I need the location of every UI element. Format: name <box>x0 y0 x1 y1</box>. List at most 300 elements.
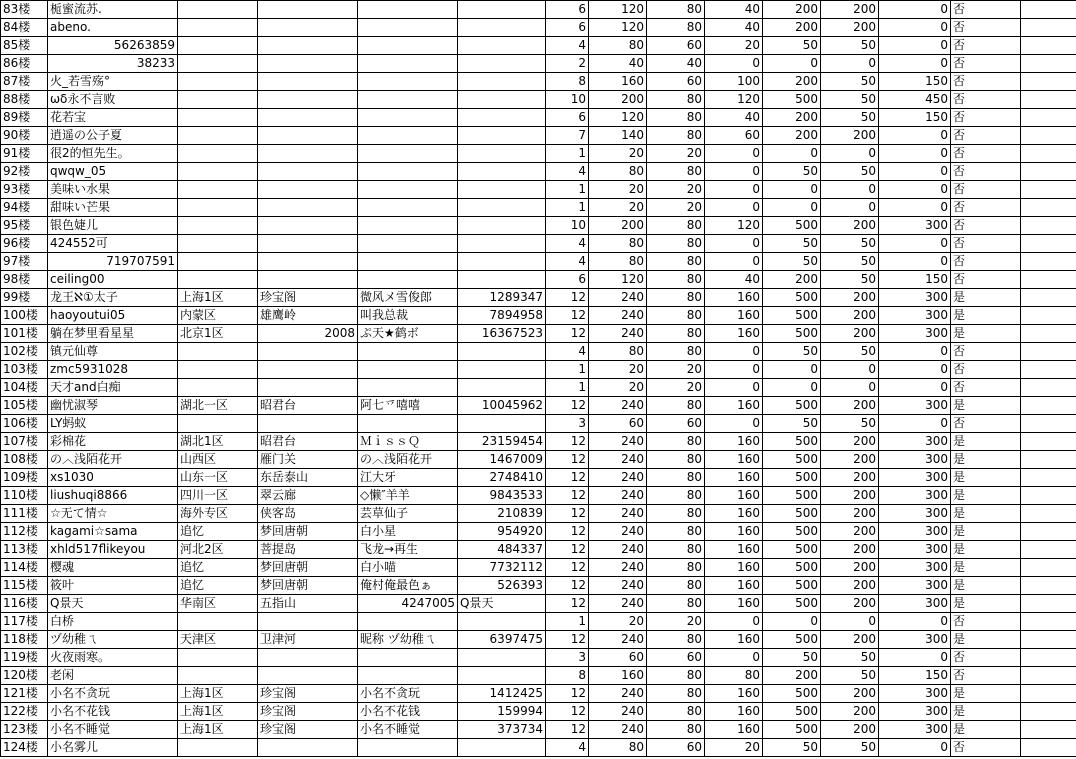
cell-server-name[interactable] <box>258 163 358 181</box>
cell-val-e[interactable]: 0 <box>879 253 951 271</box>
cell-server-name[interactable] <box>258 145 358 163</box>
cell-total[interactable]: 240 <box>589 559 647 577</box>
cell-extra[interactable] <box>1021 325 1076 343</box>
cell-extra[interactable] <box>1021 613 1076 631</box>
cell-val-b[interactable]: 80 <box>705 667 763 685</box>
cell-qualified[interactable]: 是 <box>951 469 1021 487</box>
cell-character-name[interactable] <box>358 181 458 199</box>
cell-val-d[interactable]: 50 <box>821 649 879 667</box>
cell-val-d[interactable]: 50 <box>821 739 879 757</box>
cell-server-name[interactable]: 东岳泰山 <box>258 469 358 487</box>
cell-qualified[interactable]: 否 <box>951 73 1021 91</box>
cell-total[interactable]: 120 <box>589 271 647 289</box>
cell-qualified[interactable]: 否 <box>951 613 1021 631</box>
cell-server-name[interactable] <box>258 181 358 199</box>
cell-character-id[interactable]: 954920 <box>458 523 546 541</box>
cell-qualified[interactable]: 是 <box>951 559 1021 577</box>
cell-val-c[interactable]: 200 <box>763 271 821 289</box>
cell-total[interactable]: 160 <box>589 73 647 91</box>
cell-total[interactable]: 80 <box>589 343 647 361</box>
cell-val-d[interactable]: 200 <box>821 127 879 145</box>
cell-character-id[interactable] <box>458 109 546 127</box>
cell-server-region[interactable]: 上海1区 <box>178 685 258 703</box>
cell-val-d[interactable]: 200 <box>821 469 879 487</box>
cell-val-d[interactable]: 200 <box>821 703 879 721</box>
cell-val-d[interactable]: 200 <box>821 595 879 613</box>
cell-val-a[interactable]: 80 <box>647 397 705 415</box>
cell-val-c[interactable]: 0 <box>763 145 821 163</box>
cell-val-c[interactable]: 500 <box>763 289 821 307</box>
cell-count[interactable]: 12 <box>546 325 589 343</box>
cell-val-a[interactable]: 60 <box>647 37 705 55</box>
cell-total[interactable]: 20 <box>589 199 647 217</box>
cell-val-b[interactable]: 160 <box>705 433 763 451</box>
cell-val-e[interactable]: 300 <box>879 703 951 721</box>
cell-val-a[interactable]: 80 <box>647 289 705 307</box>
cell-qualified[interactable]: 否 <box>951 55 1021 73</box>
cell-val-d[interactable]: 50 <box>821 343 879 361</box>
cell-count[interactable]: 1 <box>546 145 589 163</box>
cell-count[interactable]: 6 <box>546 109 589 127</box>
cell-username[interactable]: 38233 <box>48 55 178 73</box>
cell-val-e[interactable]: 0 <box>879 415 951 433</box>
cell-val-e[interactable]: 0 <box>879 37 951 55</box>
cell-server-region[interactable] <box>178 739 258 757</box>
cell-count[interactable]: 12 <box>546 541 589 559</box>
cell-floor[interactable]: 119楼 <box>1 649 48 667</box>
cell-val-a[interactable]: 80 <box>647 685 705 703</box>
cell-total[interactable]: 240 <box>589 577 647 595</box>
cell-character-id[interactable] <box>458 235 546 253</box>
cell-character-id[interactable]: 373734 <box>458 721 546 739</box>
cell-server-name[interactable]: 雁门关 <box>258 451 358 469</box>
cell-total[interactable]: 240 <box>589 721 647 739</box>
cell-qualified[interactable]: 是 <box>951 289 1021 307</box>
cell-character-id[interactable] <box>458 271 546 289</box>
cell-val-e[interactable]: 300 <box>879 595 951 613</box>
cell-val-c[interactable]: 500 <box>763 433 821 451</box>
cell-character-name[interactable] <box>358 55 458 73</box>
cell-val-e[interactable]: 150 <box>879 667 951 685</box>
cell-server-name[interactable]: 菩提岛 <box>258 541 358 559</box>
cell-count[interactable]: 4 <box>546 163 589 181</box>
cell-character-name[interactable]: 4247005 <box>358 595 458 613</box>
cell-val-c[interactable]: 50 <box>763 253 821 271</box>
cell-count[interactable]: 6 <box>546 1 589 19</box>
cell-username[interactable]: haoyoutui05 <box>48 307 178 325</box>
cell-character-id[interactable] <box>458 739 546 757</box>
cell-val-e[interactable]: 150 <box>879 271 951 289</box>
cell-server-region[interactable]: 内蒙区 <box>178 307 258 325</box>
cell-total[interactable]: 140 <box>589 127 647 145</box>
cell-floor[interactable]: 88楼 <box>1 91 48 109</box>
cell-val-d[interactable]: 200 <box>821 325 879 343</box>
cell-val-c[interactable]: 200 <box>763 109 821 127</box>
cell-floor[interactable]: 107楼 <box>1 433 48 451</box>
cell-val-c[interactable]: 200 <box>763 127 821 145</box>
cell-val-c[interactable]: 500 <box>763 541 821 559</box>
cell-server-region[interactable]: 北京1区 <box>178 325 258 343</box>
cell-count[interactable]: 12 <box>546 487 589 505</box>
cell-character-name[interactable] <box>358 109 458 127</box>
cell-val-a[interactable]: 80 <box>647 109 705 127</box>
cell-username[interactable]: LY蚂蚁 <box>48 415 178 433</box>
cell-val-b[interactable]: 0 <box>705 181 763 199</box>
cell-count[interactable]: 4 <box>546 739 589 757</box>
cell-server-name[interactable]: 五指山 <box>258 595 358 613</box>
cell-extra[interactable] <box>1021 19 1076 37</box>
cell-server-name[interactable]: 雄鹰岭 <box>258 307 358 325</box>
cell-server-name[interactable]: 珍宝阁 <box>258 703 358 721</box>
cell-extra[interactable] <box>1021 631 1076 649</box>
cell-username[interactable]: xs1030 <box>48 469 178 487</box>
cell-floor[interactable]: 85楼 <box>1 37 48 55</box>
cell-total[interactable]: 60 <box>589 649 647 667</box>
cell-total[interactable]: 240 <box>589 469 647 487</box>
cell-total[interactable]: 240 <box>589 505 647 523</box>
cell-val-a[interactable]: 80 <box>647 703 705 721</box>
cell-floor[interactable]: 123楼 <box>1 721 48 739</box>
cell-character-name[interactable] <box>358 649 458 667</box>
cell-val-d[interactable]: 200 <box>821 721 879 739</box>
cell-extra[interactable] <box>1021 649 1076 667</box>
cell-val-d[interactable]: 200 <box>821 577 879 595</box>
cell-val-a[interactable]: 80 <box>647 595 705 613</box>
cell-extra[interactable] <box>1021 559 1076 577</box>
cell-val-a[interactable]: 20 <box>647 145 705 163</box>
cell-floor[interactable]: 111楼 <box>1 505 48 523</box>
cell-server-region[interactable]: 四川一区 <box>178 487 258 505</box>
cell-server-name[interactable] <box>258 667 358 685</box>
cell-val-e[interactable]: 0 <box>879 739 951 757</box>
cell-extra[interactable] <box>1021 145 1076 163</box>
cell-val-b[interactable]: 160 <box>705 307 763 325</box>
cell-server-name[interactable]: 2008 <box>258 325 358 343</box>
cell-username[interactable]: 小名不贪玩 <box>48 685 178 703</box>
cell-count[interactable]: 12 <box>546 451 589 469</box>
cell-val-e[interactable]: 0 <box>879 127 951 145</box>
cell-server-name[interactable]: 卫津河 <box>258 631 358 649</box>
cell-val-a[interactable]: 80 <box>647 127 705 145</box>
cell-val-b[interactable]: 60 <box>705 127 763 145</box>
cell-total[interactable]: 240 <box>589 685 647 703</box>
cell-val-e[interactable]: 0 <box>879 613 951 631</box>
cell-val-c[interactable]: 500 <box>763 469 821 487</box>
cell-val-c[interactable]: 0 <box>763 181 821 199</box>
cell-val-d[interactable]: 50 <box>821 415 879 433</box>
cell-character-name[interactable] <box>358 235 458 253</box>
cell-username[interactable]: 躺在梦里看星星 <box>48 325 178 343</box>
cell-val-d[interactable]: 200 <box>821 397 879 415</box>
cell-val-e[interactable]: 300 <box>879 541 951 559</box>
cell-val-e[interactable]: 300 <box>879 433 951 451</box>
cell-val-e[interactable]: 0 <box>879 1 951 19</box>
cell-server-name[interactable] <box>258 379 358 397</box>
cell-qualified[interactable]: 否 <box>951 91 1021 109</box>
cell-server-name[interactable] <box>258 91 358 109</box>
cell-val-d[interactable]: 200 <box>821 685 879 703</box>
cell-username[interactable]: ωδ永不言败 <box>48 91 178 109</box>
cell-val-b[interactable]: 100 <box>705 73 763 91</box>
cell-floor[interactable]: 103楼 <box>1 361 48 379</box>
cell-server-region[interactable]: 海外专区 <box>178 505 258 523</box>
cell-count[interactable]: 1 <box>546 379 589 397</box>
cell-count[interactable]: 12 <box>546 289 589 307</box>
cell-val-b[interactable]: 160 <box>705 289 763 307</box>
cell-val-c[interactable]: 500 <box>763 703 821 721</box>
cell-val-b[interactable]: 0 <box>705 415 763 433</box>
cell-val-a[interactable]: 80 <box>647 271 705 289</box>
cell-username[interactable]: 小名雾儿 <box>48 739 178 757</box>
cell-val-a[interactable]: 80 <box>647 631 705 649</box>
cell-val-d[interactable]: 0 <box>821 199 879 217</box>
cell-username[interactable]: 逍遥の公子夏 <box>48 127 178 145</box>
cell-count[interactable]: 12 <box>546 703 589 721</box>
cell-floor[interactable]: 118楼 <box>1 631 48 649</box>
cell-extra[interactable] <box>1021 703 1076 721</box>
cell-total[interactable]: 200 <box>589 91 647 109</box>
cell-character-name[interactable] <box>358 145 458 163</box>
cell-val-b[interactable]: 0 <box>705 253 763 271</box>
cell-character-id[interactable]: 7732112 <box>458 559 546 577</box>
cell-qualified[interactable]: 否 <box>951 739 1021 757</box>
cell-val-a[interactable]: 80 <box>647 325 705 343</box>
cell-username[interactable]: 白桥 <box>48 613 178 631</box>
cell-character-name[interactable] <box>358 739 458 757</box>
cell-character-id[interactable] <box>458 667 546 685</box>
cell-total[interactable]: 240 <box>589 433 647 451</box>
cell-qualified[interactable]: 是 <box>951 631 1021 649</box>
cell-val-a[interactable]: 20 <box>647 379 705 397</box>
cell-qualified[interactable]: 否 <box>951 361 1021 379</box>
cell-character-name[interactable]: 小名不花钱 <box>358 703 458 721</box>
cell-val-e[interactable]: 300 <box>879 721 951 739</box>
cell-character-id[interactable]: 1467009 <box>458 451 546 469</box>
cell-floor[interactable]: 117楼 <box>1 613 48 631</box>
cell-character-name[interactable]: 叫我总裁 <box>358 307 458 325</box>
cell-floor[interactable]: 115楼 <box>1 577 48 595</box>
cell-count[interactable]: 12 <box>546 559 589 577</box>
cell-extra[interactable] <box>1021 109 1076 127</box>
cell-val-b[interactable]: 20 <box>705 37 763 55</box>
cell-character-id[interactable]: 1412425 <box>458 685 546 703</box>
cell-count[interactable]: 1 <box>546 613 589 631</box>
cell-username[interactable]: 花若宝 <box>48 109 178 127</box>
cell-total[interactable]: 20 <box>589 613 647 631</box>
cell-val-e[interactable]: 0 <box>879 343 951 361</box>
cell-qualified[interactable]: 否 <box>951 145 1021 163</box>
cell-total[interactable]: 240 <box>589 631 647 649</box>
cell-extra[interactable] <box>1021 55 1076 73</box>
cell-count[interactable]: 12 <box>546 505 589 523</box>
cell-server-name[interactable] <box>258 1 358 19</box>
cell-character-id[interactable] <box>458 199 546 217</box>
cell-qualified[interactable]: 否 <box>951 271 1021 289</box>
cell-qualified[interactable]: 是 <box>951 397 1021 415</box>
cell-val-b[interactable]: 160 <box>705 505 763 523</box>
cell-val-e[interactable]: 300 <box>879 325 951 343</box>
cell-count[interactable]: 10 <box>546 217 589 235</box>
cell-qualified[interactable]: 是 <box>951 595 1021 613</box>
cell-username[interactable]: ceiling00 <box>48 271 178 289</box>
cell-count[interactable]: 7 <box>546 127 589 145</box>
cell-count[interactable]: 12 <box>546 721 589 739</box>
cell-character-id[interactable]: 10045962 <box>458 397 546 415</box>
cell-count[interactable]: 10 <box>546 91 589 109</box>
cell-val-a[interactable]: 80 <box>647 559 705 577</box>
cell-val-c[interactable]: 50 <box>763 415 821 433</box>
cell-val-c[interactable]: 500 <box>763 595 821 613</box>
cell-val-a[interactable]: 80 <box>647 19 705 37</box>
cell-val-a[interactable]: 80 <box>647 469 705 487</box>
cell-count[interactable]: 12 <box>546 631 589 649</box>
cell-server-name[interactable]: 昭君台 <box>258 433 358 451</box>
cell-val-c[interactable]: 200 <box>763 1 821 19</box>
cell-character-id[interactable] <box>458 55 546 73</box>
cell-qualified[interactable]: 是 <box>951 307 1021 325</box>
cell-server-region[interactable] <box>178 163 258 181</box>
cell-val-d[interactable]: 200 <box>821 1 879 19</box>
cell-character-name[interactable] <box>358 253 458 271</box>
cell-val-c[interactable]: 500 <box>763 559 821 577</box>
cell-floor[interactable]: 112楼 <box>1 523 48 541</box>
cell-val-b[interactable]: 120 <box>705 217 763 235</box>
cell-count[interactable]: 1 <box>546 181 589 199</box>
cell-val-d[interactable]: 50 <box>821 91 879 109</box>
cell-val-b[interactable]: 0 <box>705 145 763 163</box>
cell-floor[interactable]: 116楼 <box>1 595 48 613</box>
cell-server-name[interactable] <box>258 235 358 253</box>
cell-total[interactable]: 40 <box>589 55 647 73</box>
cell-val-b[interactable]: 120 <box>705 91 763 109</box>
cell-val-d[interactable]: 50 <box>821 73 879 91</box>
cell-val-d[interactable]: 0 <box>821 181 879 199</box>
cell-character-id[interactable]: 7894958 <box>458 307 546 325</box>
cell-val-b[interactable]: 160 <box>705 559 763 577</box>
cell-floor[interactable]: 110楼 <box>1 487 48 505</box>
cell-extra[interactable] <box>1021 505 1076 523</box>
cell-qualified[interactable]: 否 <box>951 37 1021 55</box>
cell-total[interactable]: 20 <box>589 181 647 199</box>
cell-floor[interactable]: 89楼 <box>1 109 48 127</box>
cell-total[interactable]: 80 <box>589 739 647 757</box>
cell-character-name[interactable]: 白小星 <box>358 523 458 541</box>
cell-server-region[interactable] <box>178 415 258 433</box>
cell-val-d[interactable]: 200 <box>821 433 879 451</box>
cell-qualified[interactable]: 否 <box>951 181 1021 199</box>
cell-username[interactable]: 天才and白痴 <box>48 379 178 397</box>
cell-total[interactable]: 20 <box>589 361 647 379</box>
cell-total[interactable]: 240 <box>589 397 647 415</box>
cell-val-e[interactable]: 0 <box>879 55 951 73</box>
cell-val-d[interactable]: 200 <box>821 307 879 325</box>
cell-server-name[interactable] <box>258 19 358 37</box>
cell-count[interactable]: 12 <box>546 433 589 451</box>
cell-qualified[interactable]: 是 <box>951 433 1021 451</box>
cell-total[interactable]: 240 <box>589 289 647 307</box>
cell-server-name[interactable] <box>258 109 358 127</box>
cell-server-name[interactable] <box>258 613 358 631</box>
cell-qualified[interactable]: 否 <box>951 109 1021 127</box>
cell-qualified[interactable]: 是 <box>951 721 1021 739</box>
cell-val-a[interactable]: 80 <box>647 505 705 523</box>
cell-floor[interactable]: 106楼 <box>1 415 48 433</box>
cell-val-b[interactable]: 0 <box>705 379 763 397</box>
cell-server-region[interactable] <box>178 613 258 631</box>
cell-character-id[interactable]: 484337 <box>458 541 546 559</box>
cell-val-a[interactable]: 80 <box>647 523 705 541</box>
cell-count[interactable]: 3 <box>546 415 589 433</box>
cell-val-c[interactable]: 200 <box>763 667 821 685</box>
cell-floor[interactable]: 120楼 <box>1 667 48 685</box>
cell-server-name[interactable] <box>258 199 358 217</box>
cell-extra[interactable] <box>1021 433 1076 451</box>
cell-floor[interactable]: 122楼 <box>1 703 48 721</box>
cell-qualified[interactable]: 否 <box>951 649 1021 667</box>
cell-character-id[interactable] <box>458 91 546 109</box>
cell-character-id[interactable] <box>458 361 546 379</box>
cell-username[interactable]: ☆无て情☆ <box>48 505 178 523</box>
cell-server-region[interactable]: 山西区 <box>178 451 258 469</box>
cell-val-c[interactable]: 0 <box>763 361 821 379</box>
cell-val-b[interactable]: 160 <box>705 469 763 487</box>
cell-extra[interactable] <box>1021 91 1076 109</box>
cell-val-d[interactable]: 0 <box>821 55 879 73</box>
cell-floor[interactable]: 93楼 <box>1 181 48 199</box>
cell-val-c[interactable]: 0 <box>763 613 821 631</box>
cell-extra[interactable] <box>1021 577 1076 595</box>
cell-qualified[interactable]: 是 <box>951 451 1021 469</box>
cell-extra[interactable] <box>1021 469 1076 487</box>
cell-val-c[interactable]: 500 <box>763 451 821 469</box>
cell-val-a[interactable]: 80 <box>647 487 705 505</box>
cell-server-region[interactable] <box>178 235 258 253</box>
cell-character-id[interactable] <box>458 1 546 19</box>
cell-val-b[interactable]: 160 <box>705 487 763 505</box>
cell-val-e[interactable]: 0 <box>879 379 951 397</box>
cell-val-e[interactable]: 0 <box>879 649 951 667</box>
cell-val-d[interactable]: 50 <box>821 271 879 289</box>
cell-server-region[interactable] <box>178 37 258 55</box>
cell-val-a[interactable]: 80 <box>647 235 705 253</box>
cell-count[interactable]: 12 <box>546 523 589 541</box>
cell-qualified[interactable]: 否 <box>951 19 1021 37</box>
cell-val-c[interactable]: 500 <box>763 721 821 739</box>
cell-server-region[interactable]: 华南区 <box>178 595 258 613</box>
cell-extra[interactable] <box>1021 721 1076 739</box>
cell-extra[interactable] <box>1021 271 1076 289</box>
cell-floor[interactable]: 121楼 <box>1 685 48 703</box>
cell-val-a[interactable]: 80 <box>647 1 705 19</box>
cell-val-d[interactable]: 200 <box>821 541 879 559</box>
cell-server-name[interactable]: 珍宝阁 <box>258 685 358 703</box>
cell-val-d[interactable]: 50 <box>821 163 879 181</box>
cell-val-e[interactable]: 450 <box>879 91 951 109</box>
cell-character-name[interactable] <box>358 613 458 631</box>
cell-val-c[interactable]: 50 <box>763 649 821 667</box>
cell-val-a[interactable]: 80 <box>647 541 705 559</box>
cell-val-d[interactable]: 200 <box>821 451 879 469</box>
cell-val-a[interactable]: 80 <box>647 577 705 595</box>
cell-val-e[interactable]: 300 <box>879 685 951 703</box>
cell-total[interactable]: 20 <box>589 379 647 397</box>
cell-extra[interactable] <box>1021 181 1076 199</box>
cell-val-c[interactable]: 500 <box>763 577 821 595</box>
cell-server-name[interactable] <box>258 217 358 235</box>
cell-username[interactable]: 栀蜜流苏. <box>48 1 178 19</box>
cell-server-region[interactable]: 上海1区 <box>178 721 258 739</box>
cell-total[interactable]: 240 <box>589 703 647 721</box>
